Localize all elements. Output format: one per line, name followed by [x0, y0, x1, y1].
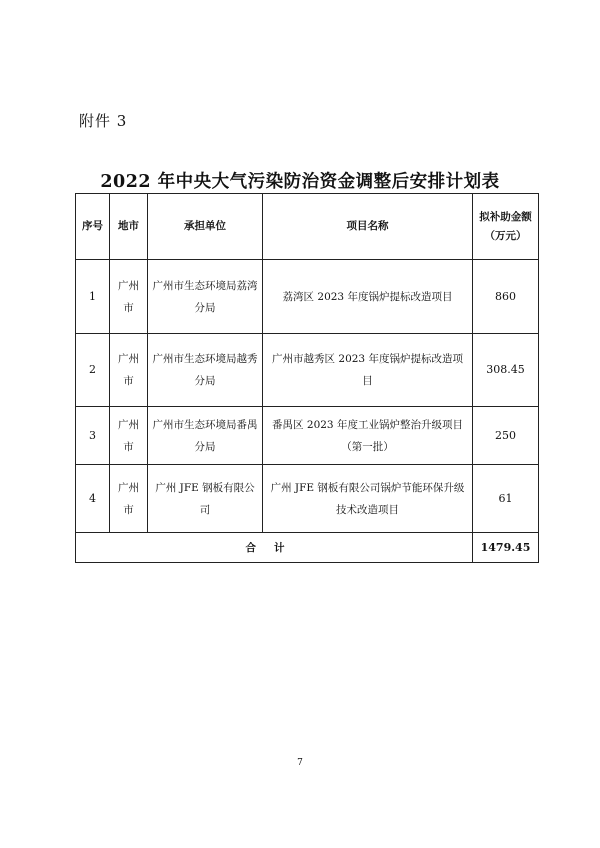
header-amount: 拟补助金额（万元）: [473, 194, 539, 260]
total-label: 合计: [76, 533, 473, 563]
cell-unit: 广州市生态环境局番禺分局: [148, 407, 263, 465]
cell-seq: 1: [76, 260, 110, 334]
table-row: [76, 407, 539, 465]
table-total-row: [76, 533, 539, 563]
page-number: 7: [297, 758, 303, 768]
cell-city: 广州市: [110, 334, 148, 407]
header-project: 项目名称: [263, 194, 473, 260]
cell-city: 广州市: [110, 407, 148, 465]
header-seq: 序号: [76, 194, 110, 260]
cell-amount: 860: [473, 260, 539, 334]
table-row: [76, 334, 539, 407]
cell-seq: 4: [76, 465, 110, 533]
page-title: 2022 年中央大气污染防治资金调整后安排计划表: [100, 172, 500, 192]
table-row: [76, 465, 539, 533]
cell-city: 广州市: [110, 465, 148, 533]
cell-project: 荔湾区 2023 年度锅炉提标改造项目: [263, 260, 473, 334]
cell-project: 番禺区 2023 年度工业锅炉整治升级项目（第一批）: [263, 407, 473, 465]
cell-project: 广州市越秀区 2023 年度锅炉提标改造项目: [263, 334, 473, 407]
table-header-row: [76, 194, 539, 260]
cell-unit: 广州市生态环境局越秀分局: [148, 334, 263, 407]
header-city: 地市: [110, 194, 148, 260]
cell-unit: 广州市生态环境局荔湾分局: [148, 260, 263, 334]
cell-unit: 广州 JFE 钢板有限公司: [148, 465, 263, 533]
cell-amount: 308.45: [473, 334, 539, 407]
cell-seq: 3: [76, 407, 110, 465]
cell-amount: 61: [473, 465, 539, 533]
header-unit: 承担单位: [148, 194, 263, 260]
table-row: [76, 260, 539, 334]
cell-seq: 2: [76, 334, 110, 407]
attachment-label: 附件 3: [79, 112, 128, 130]
total-value: 1479.45: [473, 533, 539, 563]
cell-project: 广州 JFE 钢板有限公司锅炉节能环保升级技术改造项目: [263, 465, 473, 533]
plan-table: [75, 193, 539, 563]
cell-city: 广州市: [110, 260, 148, 334]
cell-amount: 250: [473, 407, 539, 465]
